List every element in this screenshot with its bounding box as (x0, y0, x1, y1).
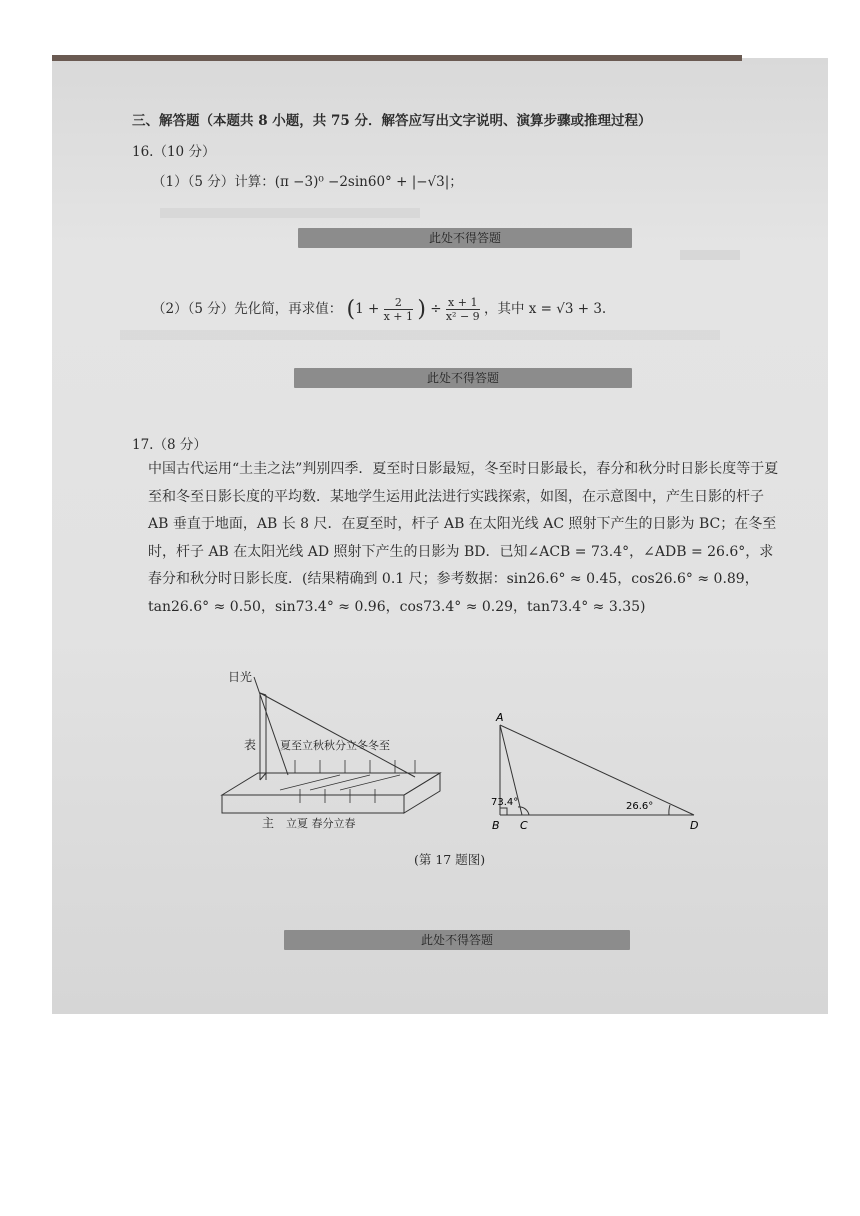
point-a-label: A (496, 711, 504, 724)
triangle-diagram (500, 725, 694, 815)
q17-header: 17.（8 分） (132, 437, 207, 453)
no-answer-bar-2: 此处不得答题 (294, 368, 632, 388)
angle-c-label: 73.4° (491, 797, 519, 808)
q16-part2: （2）（5 分）先化简，再求值： (1 + $\frac{2}{x + 1}$ ) ÷ $\frac{x + 1}{\text{x² − 9}}$ ，其中 x = √3 + 3. (152, 296, 607, 323)
figure-caption: (第 17 题图) (414, 852, 486, 867)
label-gui: 主 (262, 816, 275, 830)
fraction-1: $\frac{2}{x + 1}$ (383, 296, 414, 323)
label-bottom-terms: 立夏 春分立春 (286, 817, 356, 830)
point-d-label: D (690, 819, 699, 832)
q16-part1 (152, 170, 463, 190)
label-sunlight: 日光 (228, 670, 253, 684)
q17-body: 中国古代运用“土圭之法”判别四季．夏至时日影最短，冬至时日影最长，春分和秋分时日影长度等于夏至和冬至日影长度的平均数．某地学生运用此法进行实践探索，如图，在示意图中，产生日影的杆子 AB 垂直于地面，AB 长 8 尺．在夏至时，杆子 AB 在太阳光线 AC 照射下产生的日影为 BC；在冬至时，杆子 AB 在太阳光线 AD 照射下产生的日影为 BD．已知∠ACB = 73.4°，∠ADB = 26.6°，求春分和秋分时日影长度．(结果精确到 0.1 尺；参考数据：sin26.6° ≈ 0.45，cos26.6° ≈ 0.89，tan26.6° ≈ 0.50，sin73.4° ≈ 0.96，cos73.4° ≈ 0.29，tan73.4° ≈ 3.35) (148, 461, 779, 615)
angle-d-label: 26.6° (626, 801, 654, 812)
q16-part1-prefix: （1）（5 分）计算： (152, 174, 275, 190)
q16-part2-prefix: （2）（5 分）先化简，再求值： (152, 301, 343, 317)
section-title: 三、解答题（本题共 8 小题，共 75 分．解答应写出文字说明、演算步骤或推理过程） (132, 113, 652, 129)
bleed-through-mark (120, 330, 720, 340)
label-top-terms: 夏至立秋秋分立冬冬至 (280, 739, 390, 752)
page-top-band (52, 55, 742, 61)
fraction-2: $\frac{x + 1}{\text{x² − 9}}$ (445, 296, 480, 323)
point-b-label: B (492, 819, 500, 832)
no-answer-bar-3: 此处不得答题 (284, 930, 630, 950)
q16-part1-expression: (π −3)⁰ −2sin60° + |−√3|； (274, 174, 463, 190)
point-c-label: C (520, 819, 528, 832)
bleed-through-mark (160, 208, 420, 218)
q16-part2-suffix: ，其中 x = √3 + 3. (483, 301, 607, 317)
q16-header: 16.（10 分） (132, 144, 216, 160)
no-answer-bar-1: 此处不得答题 (298, 228, 632, 248)
q17-figure (200, 665, 740, 875)
bleed-through-mark (680, 250, 740, 260)
label-biao: 表 (244, 738, 257, 752)
